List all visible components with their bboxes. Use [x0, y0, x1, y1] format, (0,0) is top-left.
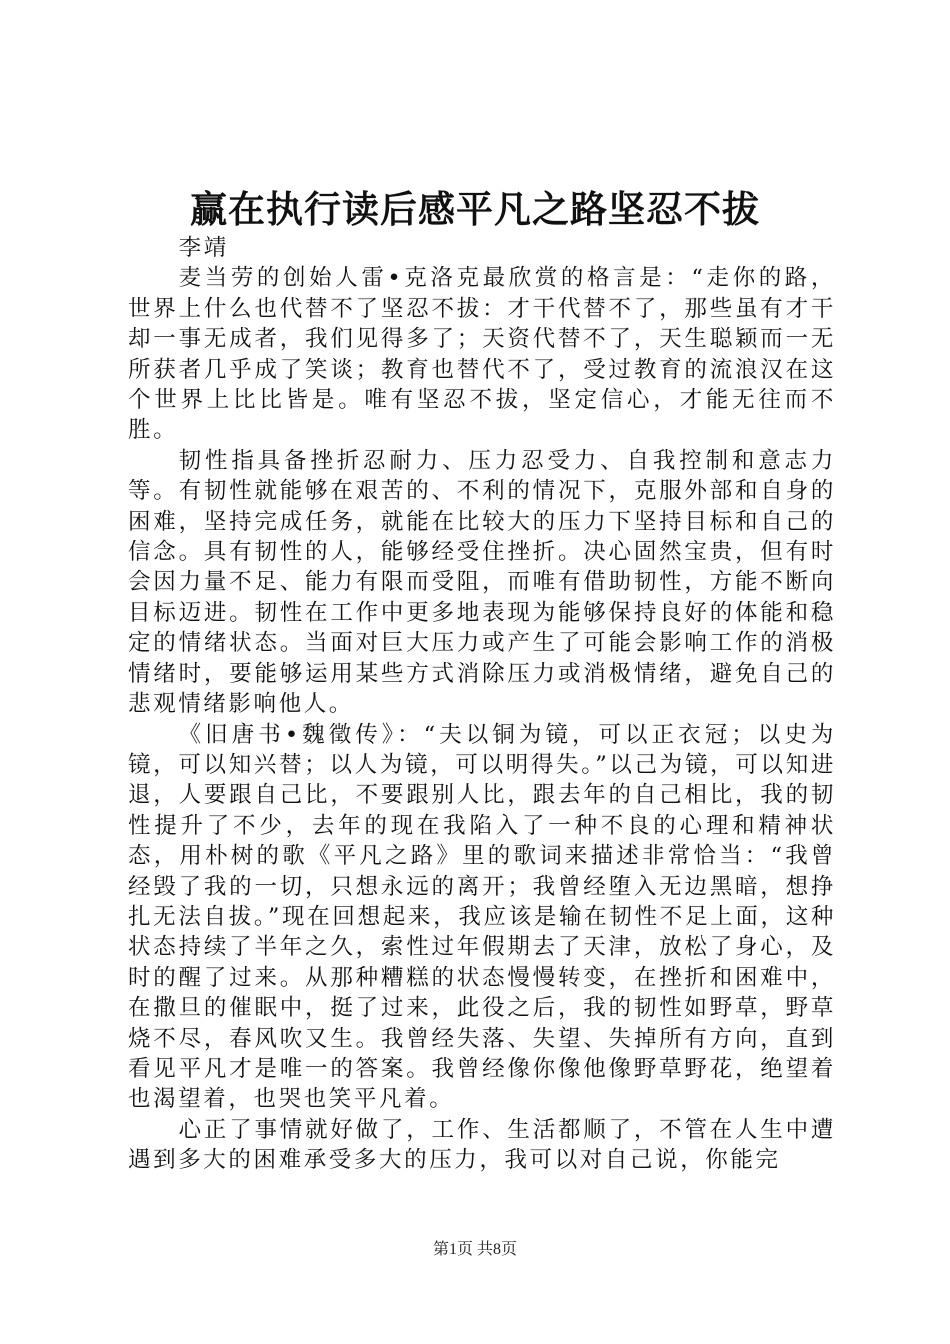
document-body — [128, 233, 836, 1176]
paragraph-2: 韧性指具备挫折忍耐力、压力忍受力、自我控制和意志力等。有韧性就能够在艰苦的、不利的情况下，克服外部和自身的困难，坚持完成任务，就能在比较大的压力下坚持目标和自己的信念。具有韧性的人，能够经受住挫折。决心固然宝贵，但有时会因力量不足、能力有限而受阻，而唯有借助韧性，方能不断向目标迈进。韧性在工作中更多地表现为能够保持良好的体能和稳定的情绪状态。当面对巨大压力或产生了可能会影响工作的消极情绪时，要能够运用某些方式消除压力或消极情绪，避免自己的悲观情绪影响他人。 — [128, 447, 836, 718]
paragraph-4: 心正了事情就好做了，工作、生活都顺了，不管在人生中遭遇到多大的困难承受多大的压力，我可以对自己说，你能完 — [128, 1116, 836, 1174]
document-title: 赢在执行读后感平凡之路坚忍不拔 — [190, 187, 760, 231]
author-line: 李靖 — [178, 235, 229, 261]
paragraph-3: 《旧唐书•魏徵传》：“夫以铜为镜，可以正衣冠；以史为镜，可以知兴替；以人为镜，可以明得失。”以己为镜，可以知进退，人要跟自己比，不要跟别人比，跟去年的自己相比，我的韧性提升了不少，去年的现在我陷入了一种不良的心理和精神状态，用朴树的歌《平凡之路》里的歌词来描述非常恰当：“我曾经毁了我的一切，只想永远的离开；我曾经堕入无边黑暗，想挣扎无法自拔。”现在回想起来，我应该是输在韧性不足上面，这种状态持续了半年之久，索性过年假期去了天津，放松了身心，及时的醒了过来。从那种糟糕的状态慢慢转变，在挫折和困难中，在撒旦的催眠中，挺了过来，此役之后，我的韧性如野草，野草烧不尽，春风吹又生。我曾经失落、失望、失掉所有方向，直到看见平凡才是唯一的答案。我曾经像你像他像野草野花，绝望着也渴望着，也哭也笑平凡着。 — [128, 721, 836, 1113]
page-number-footer: 第1页 共8页 — [432, 1241, 517, 1258]
paragraph-1: 麦当劳的创始人雷•克洛克最欣赏的格言是：“走你的路，世界上什么也代替不了坚忍不拔：才干代替不了，那些虽有才干却一事无成者，我们见得多了；天资代替不了，天生聪颖而一无所获者几乎成了笑谈；教育也替代不了，受过教育的流浪汉在这个世界上比比皆是。唯有坚忍不拔，坚定信心，才能无往而不胜。 — [128, 265, 836, 444]
